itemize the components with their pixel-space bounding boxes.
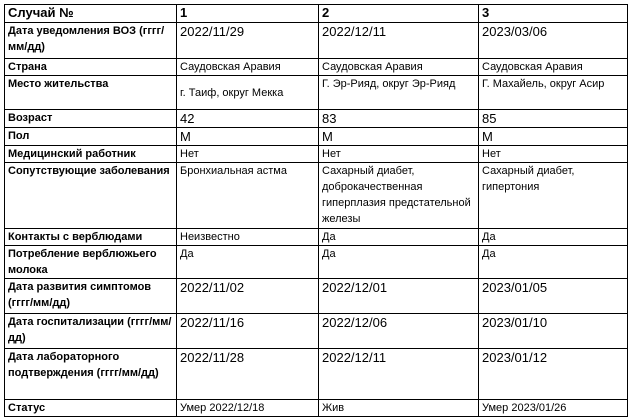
table-row-comorbidities xyxy=(5,163,628,229)
cell-value: 2022/11/28 xyxy=(177,349,319,400)
table-row-status xyxy=(5,400,628,417)
table-row-residence xyxy=(5,76,628,110)
row-label: Потребление верблюжьего молока xyxy=(5,246,177,279)
cell-value: Нет xyxy=(479,146,628,163)
cell-value: Умер 2022/12/18 xyxy=(177,400,319,417)
table-row-sex xyxy=(5,128,628,146)
cell-value: Саудовская Аравия xyxy=(479,59,628,76)
cell-value: Г. Эр-Рияд, округ Эр-Рияд xyxy=(319,76,479,110)
row-label: Дата развития симптомов (гггг/мм/дд) xyxy=(5,279,177,314)
cell-value: 85 xyxy=(479,110,628,128)
table-header-row xyxy=(5,5,628,23)
cell-value: Да xyxy=(319,229,479,246)
cell-value: М xyxy=(479,128,628,146)
table-row-symptom-onset xyxy=(5,279,628,314)
table-row-age xyxy=(5,110,628,128)
table-row-health-worker xyxy=(5,146,628,163)
row-label: Сопутствующие заболевания xyxy=(5,163,177,229)
cell-value: Сахарный диабет, доброкачественная гиперплазия предстательной железы xyxy=(319,163,479,229)
cell-value: М xyxy=(177,128,319,146)
table-row-hospitalization xyxy=(5,314,628,349)
cell-value: 2022/11/02 xyxy=(177,279,319,314)
cell-value: Да xyxy=(177,246,319,279)
cell-value: Жив xyxy=(319,400,479,417)
row-label: Статус xyxy=(5,400,177,417)
cell-value: 2022/11/16 xyxy=(177,314,319,349)
cell-value: 2022/12/11 xyxy=(319,23,479,59)
header-case-2: 2 xyxy=(319,5,479,23)
table-row-lab-confirmation xyxy=(5,349,628,400)
cell-value: Г. Махайель, округ Асир xyxy=(479,76,628,110)
cell-value: Бронхиальная астма xyxy=(177,163,319,229)
case-table-wrapper xyxy=(4,4,628,417)
cell-value: 83 xyxy=(319,110,479,128)
cell-value: г. Таиф, округ Мекка xyxy=(177,76,319,110)
cell-value: Саудовская Аравия xyxy=(177,59,319,76)
cell-value: 2023/03/06 xyxy=(479,23,628,59)
row-label: Медицинский работник xyxy=(5,146,177,163)
cell-value: 2022/12/06 xyxy=(319,314,479,349)
cell-value: Нет xyxy=(319,146,479,163)
table-row-camel-milk xyxy=(5,246,628,279)
row-label: Контакты с верблюдами xyxy=(5,229,177,246)
cell-value: 2022/11/29 xyxy=(177,23,319,59)
cell-value: 42 xyxy=(177,110,319,128)
row-label: Место жительства xyxy=(5,76,177,110)
cell-value: Сахарный диабет, гипертония xyxy=(479,163,628,229)
row-label: Дата лабораторного подтверждения (гггг/мм/дд) xyxy=(5,349,177,400)
cell-value: 2022/12/11 xyxy=(319,349,479,400)
case-table xyxy=(4,4,628,417)
header-case-1: 1 xyxy=(177,5,319,23)
header-case-3: 3 xyxy=(479,5,628,23)
row-label: Дата госпитализации (гггг/мм/дд) xyxy=(5,314,177,349)
cell-value: 2023/01/10 xyxy=(479,314,628,349)
cell-value: Неизвестно xyxy=(177,229,319,246)
cell-value: Саудовская Аравия xyxy=(319,59,479,76)
cell-value: 2023/01/12 xyxy=(479,349,628,400)
cell-value: М xyxy=(319,128,479,146)
row-label: Дата уведомления ВОЗ (гггг/мм/дд) xyxy=(5,23,177,59)
cell-value: Да xyxy=(479,229,628,246)
cell-value: Да xyxy=(479,246,628,279)
header-label: Случай № xyxy=(5,5,177,23)
cell-value: 2023/01/05 xyxy=(479,279,628,314)
table-row-camel-contact xyxy=(5,229,628,246)
cell-value: Нет xyxy=(177,146,319,163)
cell-value: Да xyxy=(319,246,479,279)
cell-value: 2022/12/01 xyxy=(319,279,479,314)
table-row-country xyxy=(5,59,628,76)
cell-value: Умер 2023/01/26 xyxy=(479,400,628,417)
table-row-notification-date xyxy=(5,23,628,59)
row-label: Возраст xyxy=(5,110,177,128)
row-label: Страна xyxy=(5,59,177,76)
row-label: Пол xyxy=(5,128,177,146)
